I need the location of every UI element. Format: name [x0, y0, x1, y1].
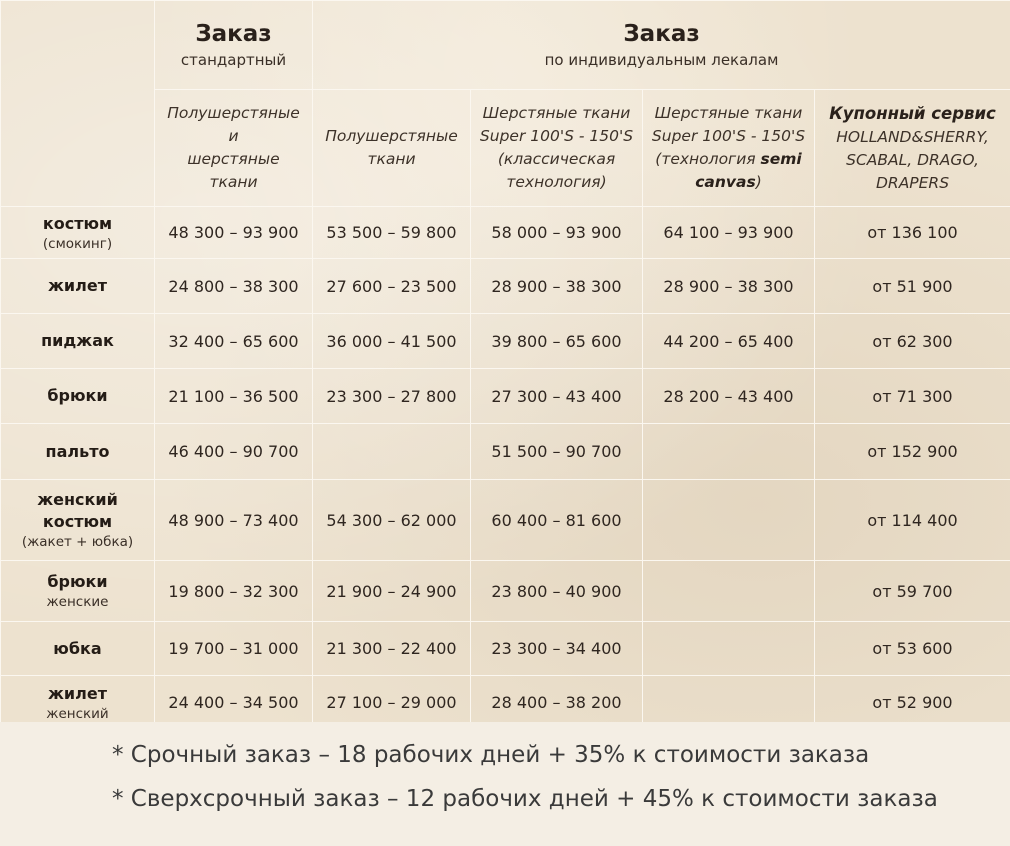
- price-cell-c5: от 59 700: [815, 561, 1010, 622]
- price-cell-c3: 60 400 – 81 600: [471, 480, 643, 561]
- item-name: жилет: [48, 276, 107, 295]
- price-cell-c5: от 114 400: [815, 480, 1010, 561]
- table-row: [1, 561, 1010, 622]
- column-header-line: [643, 171, 814, 194]
- item-name-cell: [1, 259, 155, 314]
- price-cell-c4: 44 200 – 65 400: [643, 314, 815, 369]
- note-urgent: * Срочный заказ – 18 рабочих дней + 35% к стоимости заказа: [112, 742, 870, 768]
- column-header-title: Купонный сервис: [829, 103, 996, 123]
- price-cell-c1: 24 400 – 34 500: [155, 676, 313, 730]
- price-cell-c5: от 136 100: [815, 207, 1010, 259]
- header-standard-subtitle: стандартный: [180, 51, 287, 69]
- column-header-wool-classic: [471, 90, 643, 207]
- table-row: [1, 314, 1010, 369]
- price-cell-c1: 19 800 – 32 300: [155, 561, 313, 622]
- price-cell-c3: 23 800 – 40 900: [471, 561, 643, 622]
- column-header-line: Полушерстяные: [167, 104, 300, 122]
- item-subname: женский: [46, 705, 109, 722]
- column-header-bold-text: semi: [760, 150, 802, 168]
- price-cell-c4: 28 900 – 38 300: [643, 259, 815, 314]
- price-cell-c4: 64 100 – 93 900: [643, 207, 815, 259]
- item-name-cell: [1, 622, 155, 676]
- price-cell-c3: 27 300 – 43 400: [471, 369, 643, 424]
- header-individual-subtitle: по индивидуальным лекалам: [544, 51, 779, 69]
- column-header-line: Super 100'S - 150'S: [651, 127, 806, 145]
- item-name: жилет: [48, 683, 107, 703]
- table-row: [1, 259, 1010, 314]
- price-cell-c1: 46 400 – 90 700: [155, 424, 313, 480]
- table-row: [1, 424, 1010, 480]
- column-header-line: HOLLAND&SHERRY,: [836, 127, 989, 146]
- column-header-line: [643, 148, 814, 171]
- column-header-line: технология): [506, 173, 607, 191]
- column-header-line: Super 100'S - 150'S: [479, 127, 634, 145]
- price-cell-c4: [643, 561, 815, 622]
- price-cell-c5: от 62 300: [815, 314, 1010, 369]
- column-header-bold-text: canvas: [695, 173, 756, 191]
- column-header-line: шерстяные: [187, 150, 280, 168]
- price-cell-c4: [643, 622, 815, 676]
- notes-section: [0, 722, 1010, 846]
- column-header-semiwool-wool: [155, 90, 313, 207]
- price-cell-c1: 24 800 – 38 300: [155, 259, 313, 314]
- item-name-cell: [1, 561, 155, 622]
- column-header-text: ): [755, 173, 762, 191]
- column-header-line: и: [228, 127, 239, 145]
- price-cell-c2: [313, 424, 471, 480]
- item-name: брюки: [47, 572, 108, 591]
- item-name-cell: [1, 207, 155, 259]
- price-cell-c1: 48 300 – 93 900: [155, 207, 313, 259]
- column-header-line: ткани: [367, 150, 416, 168]
- header-standard-title: Заказ: [195, 21, 272, 47]
- corner-cell: [1, 1, 155, 207]
- price-cell-c5: от 152 900: [815, 424, 1010, 480]
- column-header-line: (классическая: [497, 150, 616, 168]
- item-name-cell: [1, 480, 155, 561]
- item-subname: (смокинг): [42, 235, 113, 252]
- header-individual-title: Заказ: [623, 21, 700, 47]
- price-cell-c3: 23 300 – 34 400: [471, 622, 643, 676]
- price-cell-c4: 28 200 – 43 400: [643, 369, 815, 424]
- item-subname: (жакет + юбка): [21, 534, 134, 550]
- item-name-cell: [1, 424, 155, 480]
- header-individual: [313, 1, 1010, 90]
- price-cell-c2: 21 900 – 24 900: [313, 561, 471, 622]
- price-cell-c2: 36 000 – 41 500: [313, 314, 471, 369]
- price-cell-c3: 28 400 – 38 200: [471, 676, 643, 730]
- column-header-line: ткани: [209, 173, 258, 191]
- column-header-wool-semi-canvas: [643, 90, 815, 207]
- item-name: пальто: [45, 441, 110, 461]
- column-header-line: Шерстяные ткани: [654, 104, 803, 122]
- table-row: [1, 480, 1010, 561]
- column-header-text: (технология: [655, 150, 761, 168]
- price-cell-c2: 23 300 – 27 800: [313, 369, 471, 424]
- item-name-cell: [1, 314, 155, 369]
- price-cell-c4: [643, 424, 815, 480]
- column-header-line: Полушерстяные: [325, 127, 458, 145]
- note-super-urgent: * Сверхсрочный заказ – 12 рабочих дней + 45% к стоимости заказа: [112, 786, 938, 812]
- table-row: [1, 369, 1010, 424]
- column-header-semiwool: [313, 90, 471, 207]
- price-cell-c1: 32 400 – 65 600: [155, 314, 313, 369]
- price-cell-c5: от 52 900: [815, 676, 1010, 730]
- price-cell-c1: 19 700 – 31 000: [155, 622, 313, 676]
- price-cell-c3: 58 000 – 93 900: [471, 207, 643, 259]
- price-cell-c5: от 51 900: [815, 259, 1010, 314]
- price-cell-c2: 21 300 – 22 400: [313, 622, 471, 676]
- column-header-line: SCABAL, DRAGO,: [846, 150, 979, 169]
- item-name: женский костюм: [37, 490, 118, 531]
- column-header-line: Шерстяные ткани: [482, 104, 631, 122]
- header-standard: [155, 1, 313, 90]
- item-name: юбка: [53, 638, 102, 658]
- table-row: [1, 622, 1010, 676]
- column-header-line: [815, 102, 1010, 126]
- price-cell-c4: [643, 480, 815, 561]
- table-row: [1, 207, 1010, 259]
- item-name-cell: [1, 369, 155, 424]
- price-cell-c1: 48 900 – 73 400: [155, 480, 313, 561]
- item-name: брюки: [47, 386, 108, 405]
- column-header-line: DRAPERS: [875, 173, 950, 192]
- price-cell-c3: 39 800 – 65 600: [471, 314, 643, 369]
- price-cell-c5: от 71 300: [815, 369, 1010, 424]
- price-cell-c2: 27 100 – 29 000: [313, 676, 471, 730]
- price-cell-c3: 51 500 – 90 700: [471, 424, 643, 480]
- item-name: костюм: [42, 213, 113, 233]
- item-subname: женские: [46, 594, 109, 610]
- column-header-coupon-service: [815, 90, 1010, 207]
- price-cell-c5: от 53 600: [815, 622, 1010, 676]
- item-name: пиджак: [41, 331, 114, 350]
- price-cell-c2: 27 600 – 23 500: [313, 259, 471, 314]
- price-cell-c1: 21 100 – 36 500: [155, 369, 313, 424]
- price-cell-c3: 28 900 – 38 300: [471, 259, 643, 314]
- price-cell-c2: 54 300 – 62 000: [313, 480, 471, 561]
- price-cell-c2: 53 500 – 59 800: [313, 207, 471, 259]
